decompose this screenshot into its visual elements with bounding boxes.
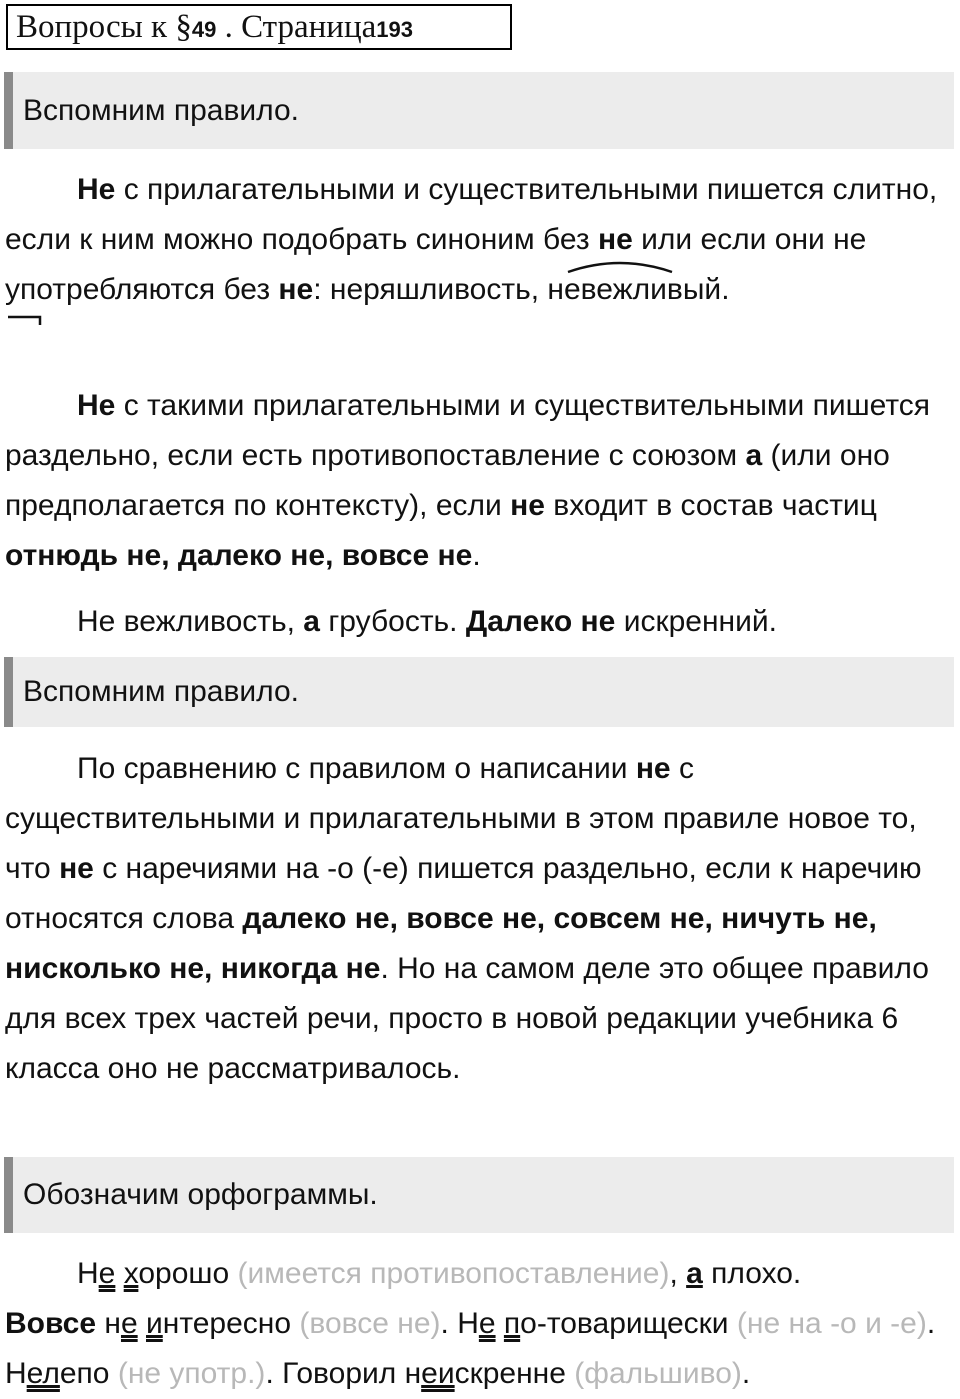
bold-term: Не [77,173,116,206]
text-run: скренне [454,1357,575,1390]
text-run: с наречиями на -о (-е) пишется раздельно, если к наречию относятся слова [5,852,922,935]
text-run: . Н [5,1307,936,1390]
bold-term: не [510,489,545,522]
text-run: н [96,1307,121,1340]
orthogram-mark: е [478,1307,496,1340]
bold-term: Далеко не [465,605,616,638]
orthogram-mark: е [98,1257,116,1290]
orthogram-mark: п [503,1307,521,1340]
bold-term: Вовсе [5,1307,97,1340]
prefix-mark [8,317,40,325]
text-run [496,1307,504,1340]
text-run: . [741,1357,751,1390]
header-title: Вопросы к § [16,9,192,45]
bold-term: Не [77,389,116,422]
orthogram-mark: х [123,1257,139,1290]
bold-term: отнюдь не, далеко не, вовсе не [5,539,473,572]
text-run: с прилагательными и существительными пишется слитно, если к ним можно подобрать синоним без [5,173,938,256]
example-paragraph [5,597,950,647]
orthogram-mark: е [120,1307,138,1340]
bold-term: не [597,223,633,256]
bold-term: а [303,605,320,638]
page-number: 193 [376,17,413,42]
banner-text: Вспомним правило. [23,93,300,127]
text-run: с существительными и прилагательными в этом правиле новое то, что [5,752,917,885]
text-run: . Н [440,1307,479,1340]
header-page-label: . Страница [216,9,377,45]
exercise-paragraph [5,1249,950,1399]
section-banner [4,657,954,727]
rule-paragraph [5,165,950,315]
orthogram-mark: и [146,1307,163,1340]
text-run: , [669,1257,687,1290]
explanation-note: (имеется противопоставление) [237,1257,670,1290]
text-run: Н [77,1257,99,1290]
text-run: о-товарищески [520,1307,737,1340]
bold-term: не [59,852,94,885]
text-run: грубость. [319,605,466,638]
bold-term: не [278,273,314,306]
text-run: с такими прилагательными и существительными пишется раздельно, если есть противопоставление с союзом [5,389,931,472]
page-header [6,4,512,50]
text-run: искренний. [615,605,777,638]
explanation-note: (не на -о и -е) [736,1307,927,1340]
text-run: входит в состав частиц [544,489,877,522]
text-run [138,1307,146,1340]
explanation-note: (вовсе не) [299,1307,441,1340]
text-run: . [472,539,481,572]
text-run: или если они не употребляются без [5,223,867,306]
orthogram-mark: ел [26,1357,60,1390]
text-run: : неряшливость, невежливый. [313,273,730,306]
text-run: епо [59,1357,118,1390]
rule-paragraph [5,381,950,581]
banner-text: Вспомним правило. [23,675,300,708]
text-run: нтересно [162,1307,300,1340]
explanation-note: (не употр.) [117,1357,266,1390]
section-number: 49 [191,17,217,42]
text-run: орошо [138,1257,238,1290]
section-banner [4,1157,954,1233]
bold-term: далеко не, вовсе не, совсем не, ничуть не, нисколько не, никогда не [5,902,877,985]
explanation-note: (фальшиво) [574,1357,742,1390]
text-run: По сравнению с правилом о написании [77,752,636,785]
text-run: (или оно предполагается по контексту), если [5,439,890,522]
text-run: Не вежливость, [77,605,304,638]
banner-text: Обозначим орфограммы. [23,1178,378,1211]
bold-term: не [635,752,671,785]
text-run [115,1257,123,1290]
bold-term: а [745,439,763,472]
section-banner [4,72,954,149]
text-run: . Но на самом деле это общее правило для всех трех частей речи, просто в новой редакции учебника 6 класса оно не рассматривалось. [5,952,929,1085]
text-run: . Говорил н [265,1357,422,1390]
orthogram-mark: еи [421,1357,455,1390]
text-run: плохо. [702,1257,802,1290]
conjunction-mark: а [686,1257,703,1290]
rule-paragraph [5,744,950,1094]
